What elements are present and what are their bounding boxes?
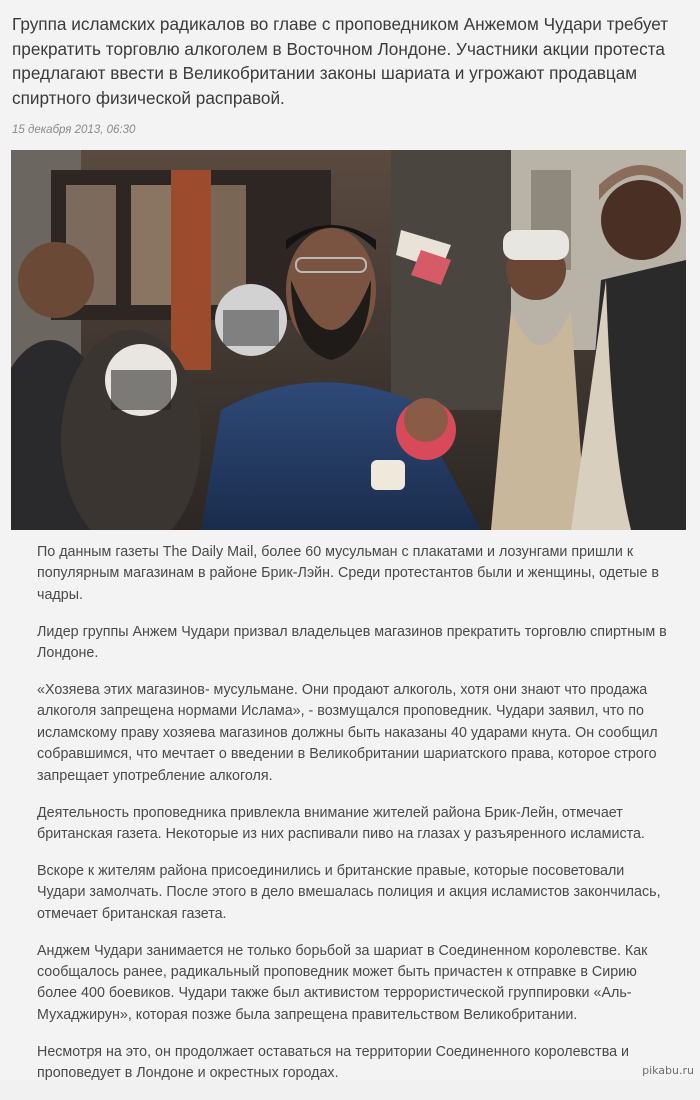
article-paragraph: По данным газеты The Daily Mail, более 60 мусульман с плакатами и лозунгами пришли к популярным магазинам в районе Брик-Лэйн. Среди протестантов были и женщины, одетые в чадры.: [37, 544, 659, 603]
article-paragraph: Лидер группы Анжем Чудари призвал владельцев магазинов прекратить торговлю спиртным в Лондоне.: [37, 623, 667, 662]
article-date: 15 декабря 2013, 06:30: [12, 124, 136, 136]
protest-photo-illustration: [11, 150, 686, 530]
article-paragraph: Деятельность проповедника привлекла внимание жителей района Брик-Лейн, отмечает британская газета. Некоторые из них распивали пиво на глазах у разъяренного исламиста.: [37, 804, 645, 842]
article-lead: Группа исламских радикалов во главе с проповедником Анжемом Чудари требует прекратить торговлю алкоголем в Восточном Лондоне. Участники акции протеста предлагают ввести в Великобритании законы шариата и угрожают продавцам спиртного физической расправой.: [12, 14, 669, 108]
article-photo: [11, 150, 686, 530]
article-body: [37, 542, 667, 1100]
article-paragraph: «Хозяева этих магазинов- мусульмане. Они продают алкоголь, хотя они знают что продажа алкоголя запрещена нормами Ислама», - возмущался проповедник. Чудари заявил, что по исламскому праву хозяева магазинов должны быть наказаны 40 ударами кнута. Он сообщил собравшимся, что мечтает о введении в Великобритании шариатского права, которое строго запрещает употребление алкоголя.: [37, 682, 658, 784]
article-paragraph: Несмотря на это, он продолжает оставаться на территории Соединенного королевства и проповедует в Лондоне и окрестных городах.: [37, 1043, 630, 1082]
article-paragraph: Анджем Чудари занимается не только борьбой за шариат в Соединенном королевстве. Как сообщалось ранее, радикальный проповедник может быть причастен к отправке в Сирию более 400 боевиков. Чудари также был активистом террористической группировки «Аль-Мухаджирун», которая позже была запрещена правительством Великобритании.: [37, 942, 648, 1023]
site-watermark: pikabu.ru: [642, 1064, 694, 1077]
article-paragraph: Вскоре к жителям района присоединились и британские правые, которые посоветовали Чудари замолчать. После этого в дело вмешалась полиция и акция исламистов закончилась, отмечает британская газета.: [37, 862, 661, 922]
